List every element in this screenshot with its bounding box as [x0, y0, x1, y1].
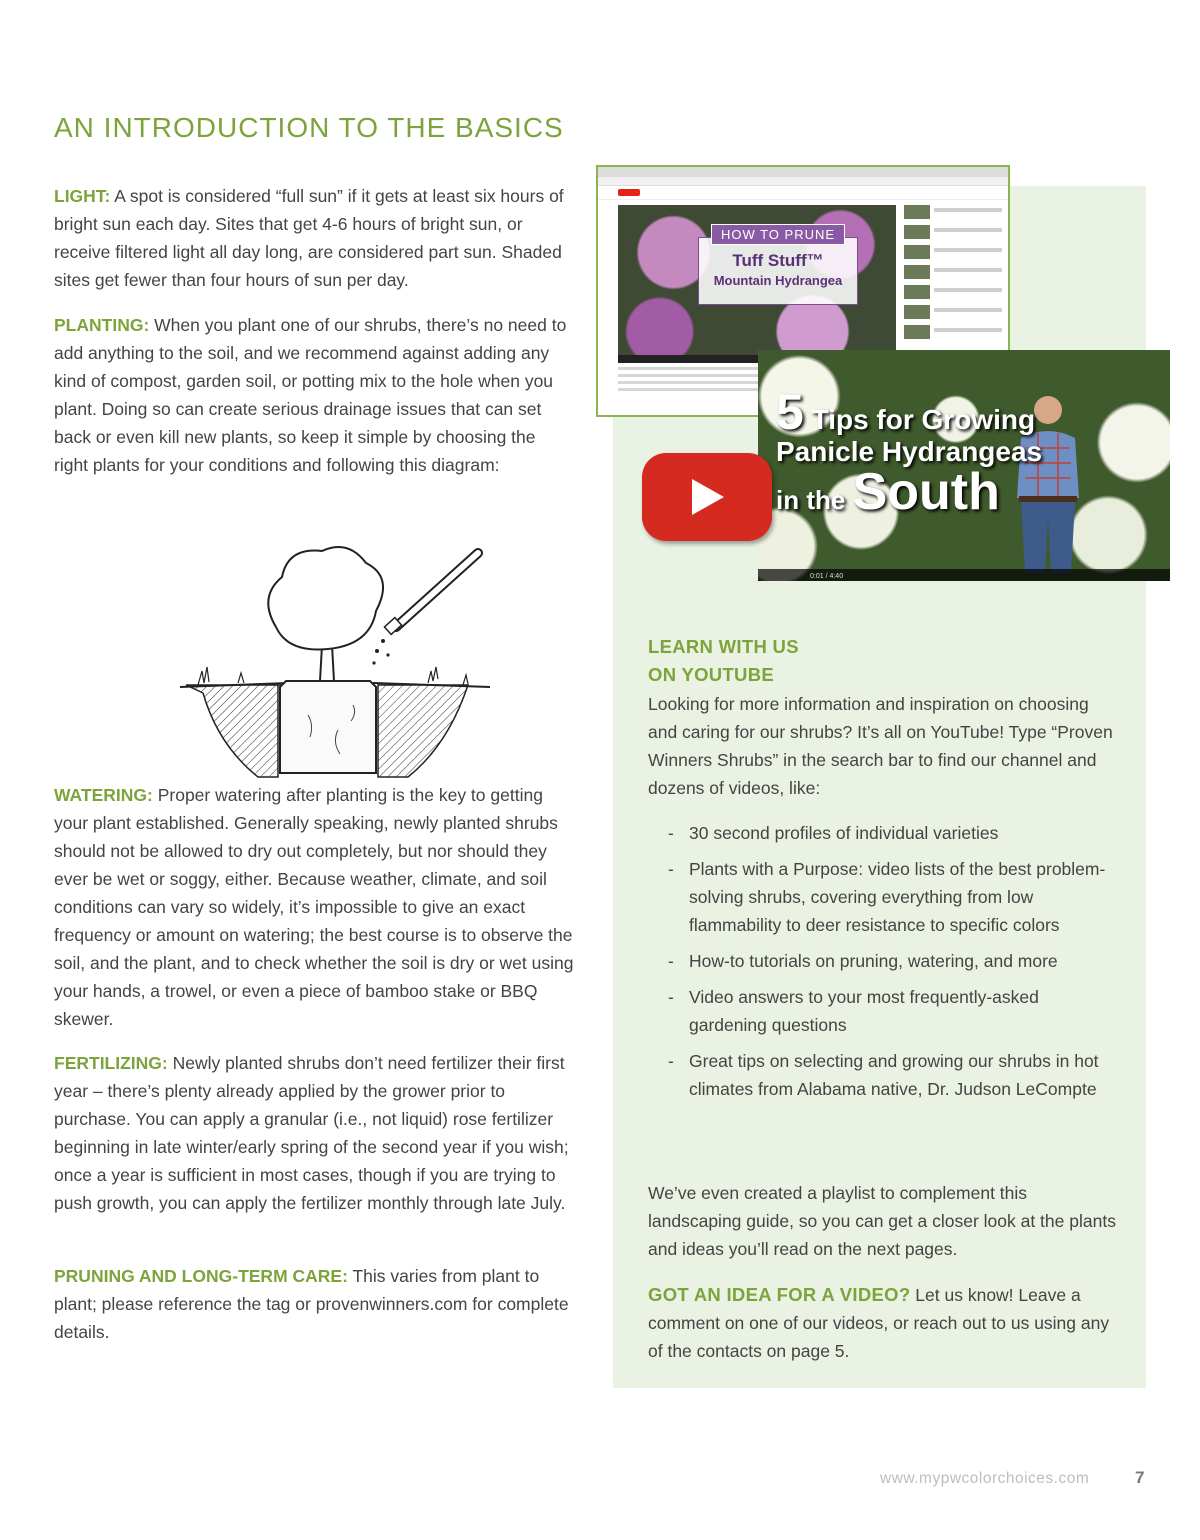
list-item: - Plants with a Purpose: video lists of the best problem-solving shrubs, covering everything from low flammability to deer resistance to specific colors: [668, 855, 1118, 939]
overlay-line3b: South: [852, 463, 1000, 521]
youtube-logo-icon: [618, 189, 640, 196]
pruning-paragraph: [54, 1262, 574, 1346]
light-paragraph: [54, 182, 574, 294]
fertilizing-lead: FERTILIZING:: [54, 1053, 168, 1073]
light-text: A spot is considered “full sun” if it gets at least six hours of bright sun each day. Sites that get 4-6 hours of bright sun, or receive filtered light all day long, are considered part sun. Shaded sites get fewer than four hours of sun per day.: [54, 186, 564, 290]
planting-lead: PLANTING:: [54, 315, 150, 335]
browser-tabs: [598, 167, 1008, 177]
browser-address-bar: [598, 177, 1008, 186]
page-title: AN INTRODUCTION TO THE BASICS: [54, 112, 564, 143]
youtube-play-button[interactable]: [642, 453, 772, 541]
youtube-heading-line1: LEARN WITH US: [648, 636, 799, 657]
banner-top-label: HOW TO PRUNE: [711, 224, 845, 245]
overlay-line3a: in the: [776, 485, 846, 515]
fertilizing-text: Newly planted shrubs don’t need fertilizer their first year – there’s plenty already applied by the grower prior to purchase. You can apply a granular (i.e., not liquid) rose fertilizer beginning in late winter/early spring of the second year if you wish; once a year is sufficient in most cases, though if you are trying to push growth, you can apply the fertilizer monthly through late July.: [54, 1053, 569, 1213]
video-idea-text: Let us know! Leave a comment on one of our videos, or reach out to us using any of the contacts on page 5.: [648, 1285, 1110, 1361]
planting-text: When you plant one of our shrubs, there’s no need to add anything to the soil, and we recommend against adding any kind of compost, garden soil, or potting mix to the hole when you plant. Doing so can create serious drainage issues that can set back or even kill new plants, so keep it simple by choosing the right plants for your conditions and following this diagram:: [54, 315, 567, 475]
list-item: - 30 second profiles of individual varieties: [668, 819, 1118, 847]
pruning-text: This varies from plant to plant; please reference the tag or provenwinners.com for complete details.: [54, 1266, 569, 1342]
watering-paragraph: [54, 781, 574, 1033]
overlay-line2: Panicle Hydrangeas: [776, 436, 1043, 467]
pruning-video-frame[interactable]: [618, 205, 896, 363]
list-item: - How-to tutorials on pruning, watering, and more: [668, 947, 1118, 975]
video-types-list: [668, 819, 1118, 1111]
playlist-paragraph: We’ve even created a playlist to complement this landscaping guide, so you can get a closer look at the plants and ideas you’ll read on the next pages.: [648, 1183, 1116, 1259]
play-icon: [690, 479, 726, 515]
video-idea-lead: GOT AN IDEA FOR A VIDEO?: [648, 1284, 911, 1305]
planting-diagram-illustration: [178, 545, 493, 781]
hydrangea-video-screenshot[interactable]: [758, 350, 1170, 581]
list-item: - Great tips on selecting and growing our shrubs in hot climates from Alabama native, Dr. Judson LeCompte: [668, 1047, 1118, 1103]
light-lead: LIGHT:: [54, 186, 111, 206]
youtube-heading: [648, 633, 1118, 689]
fertilizing-paragraph: [54, 1049, 574, 1217]
overlay-line1: Tips for Growing: [811, 404, 1036, 435]
banner-subtitle: Mountain Hydrangea: [713, 273, 843, 288]
youtube-header: [598, 186, 1008, 200]
list-item: - Video answers to your most frequently-asked gardening questions: [668, 983, 1118, 1039]
watering-lead: WATERING:: [54, 785, 153, 805]
pruning-lead: PRUNING AND LONG-TERM CARE:: [54, 1266, 348, 1286]
video-title-banner: [698, 227, 858, 305]
watering-text: Proper watering after planting is the key to getting your plant established. Generally speaking, newly planted shrubs should not be allowed to dry out completely, but nor should they ever be wet or soggy, either. Because weather, climate, and soil conditions can vary so widely, it’s impossible to give an exact frequency or amount on watering; the best course is to observe the soil, and the plant, and to check whether the soil is dry or wet using your hands, a trowel, or even a piece of bamboo stake or BBQ skewer.: [54, 785, 574, 1029]
youtube-intro: Looking for more information and inspiration on choosing and caring for our shrubs? It’s all on YouTube! Type “Proven Winners Shrubs” in the search bar to find our channel and dozens of videos, like:: [648, 694, 1113, 798]
video-timestamp: 0:01 / 4:40: [810, 573, 844, 580]
page-number: 7: [1135, 1468, 1145, 1487]
video-overlay-title: [776, 384, 1043, 524]
youtube-heading-line2: ON YOUTUBE: [648, 664, 775, 685]
planting-paragraph: [54, 311, 574, 479]
banner-title: Tuff Stuff™: [732, 251, 824, 270]
related-videos-list: [904, 205, 1002, 345]
footer-url[interactable]: www.mypwcolorchoices.com: [880, 1470, 1090, 1487]
video-idea-paragraph: [648, 1281, 1118, 1365]
overlay-number: 5: [776, 384, 804, 440]
